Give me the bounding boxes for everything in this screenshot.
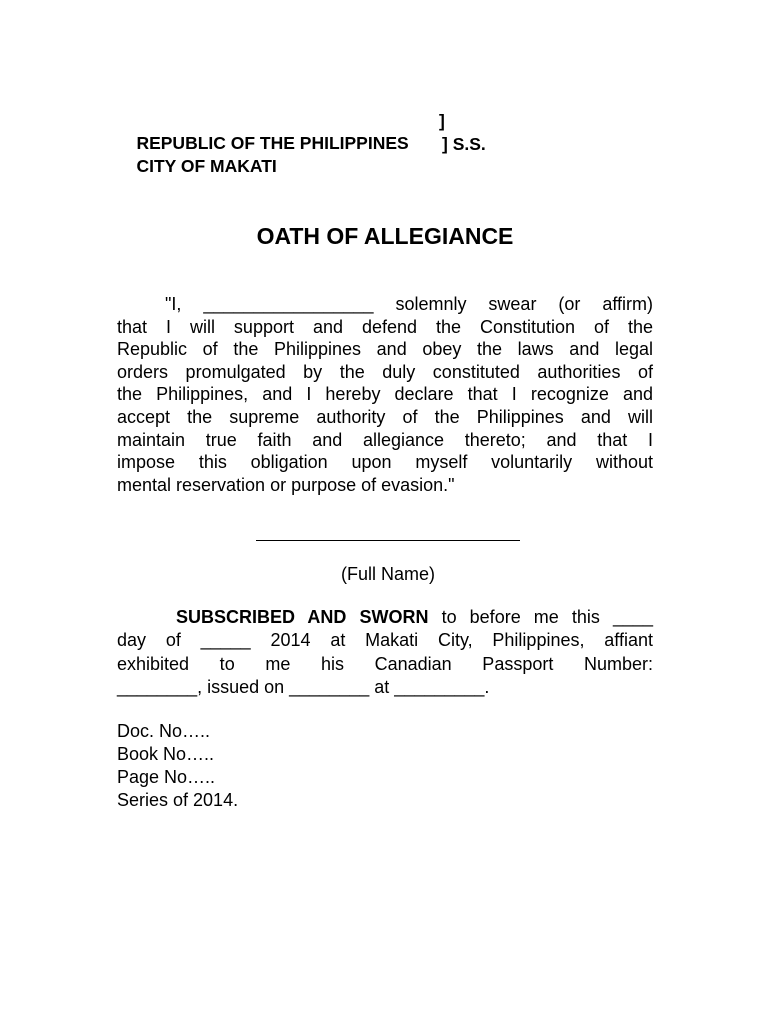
series-year: Series of 2014. [117,790,239,810]
venue-ss-marker: ] S.S. [442,134,486,154]
venue-caption-line-2 [117,133,277,199]
notarial-registry [117,720,238,812]
jurat-bold-lead: SUBSCRIBED AND SWORN [176,607,429,627]
document-page [117,0,653,1024]
oath-line: accept the supreme authority of the Philippines and will [117,406,653,427]
oath-line: Republic of the Philippines and obey the laws and legal [117,339,653,360]
oath-line: orders promulgated by the duly constituted authorities of [117,361,653,382]
jurat-line [117,606,653,629]
page-number: Page No….. [117,767,216,787]
oath-line: impose this obligation upon myself voluntarily without [117,452,653,473]
doc-number: Doc. No….. [117,721,211,741]
jurat-line: exhibited to me his Canadian Passport Number: [117,653,653,674]
jurat-line: day of _____ 2014 at Makati City, Philippines, affiant [117,630,653,651]
venue-city: CITY OF MAKATI [136,156,277,176]
oath-line: maintain true faith and allegiance thereto; and that I [117,429,653,450]
book-number: Book No….. [117,744,215,764]
document-title: OATH OF ALLEGIANCE [256,223,514,249]
venue-republic: REPUBLIC OF THE PHILIPPINES [136,133,409,153]
venue-bracket-1: ] [439,111,445,131]
jurat-paragraph [117,606,653,699]
oath-line: the Philippines, and I hereby declare that I recognize and [117,384,653,405]
oath-line: mental reservation or purpose of evasion." [117,474,455,495]
oath-paragraph [117,293,653,496]
oath-line: "I, _________________ solemnly swear (or affirm) [165,294,653,314]
signature-label: (Full Name) [340,564,435,584]
jurat-line: ________, issued on ________ at _________. [117,676,490,697]
signature-line [256,540,520,541]
jurat-line-1-rest: to before me this ____ [428,607,653,627]
oath-line: that I will support and defend the Constitution of the [117,316,653,337]
